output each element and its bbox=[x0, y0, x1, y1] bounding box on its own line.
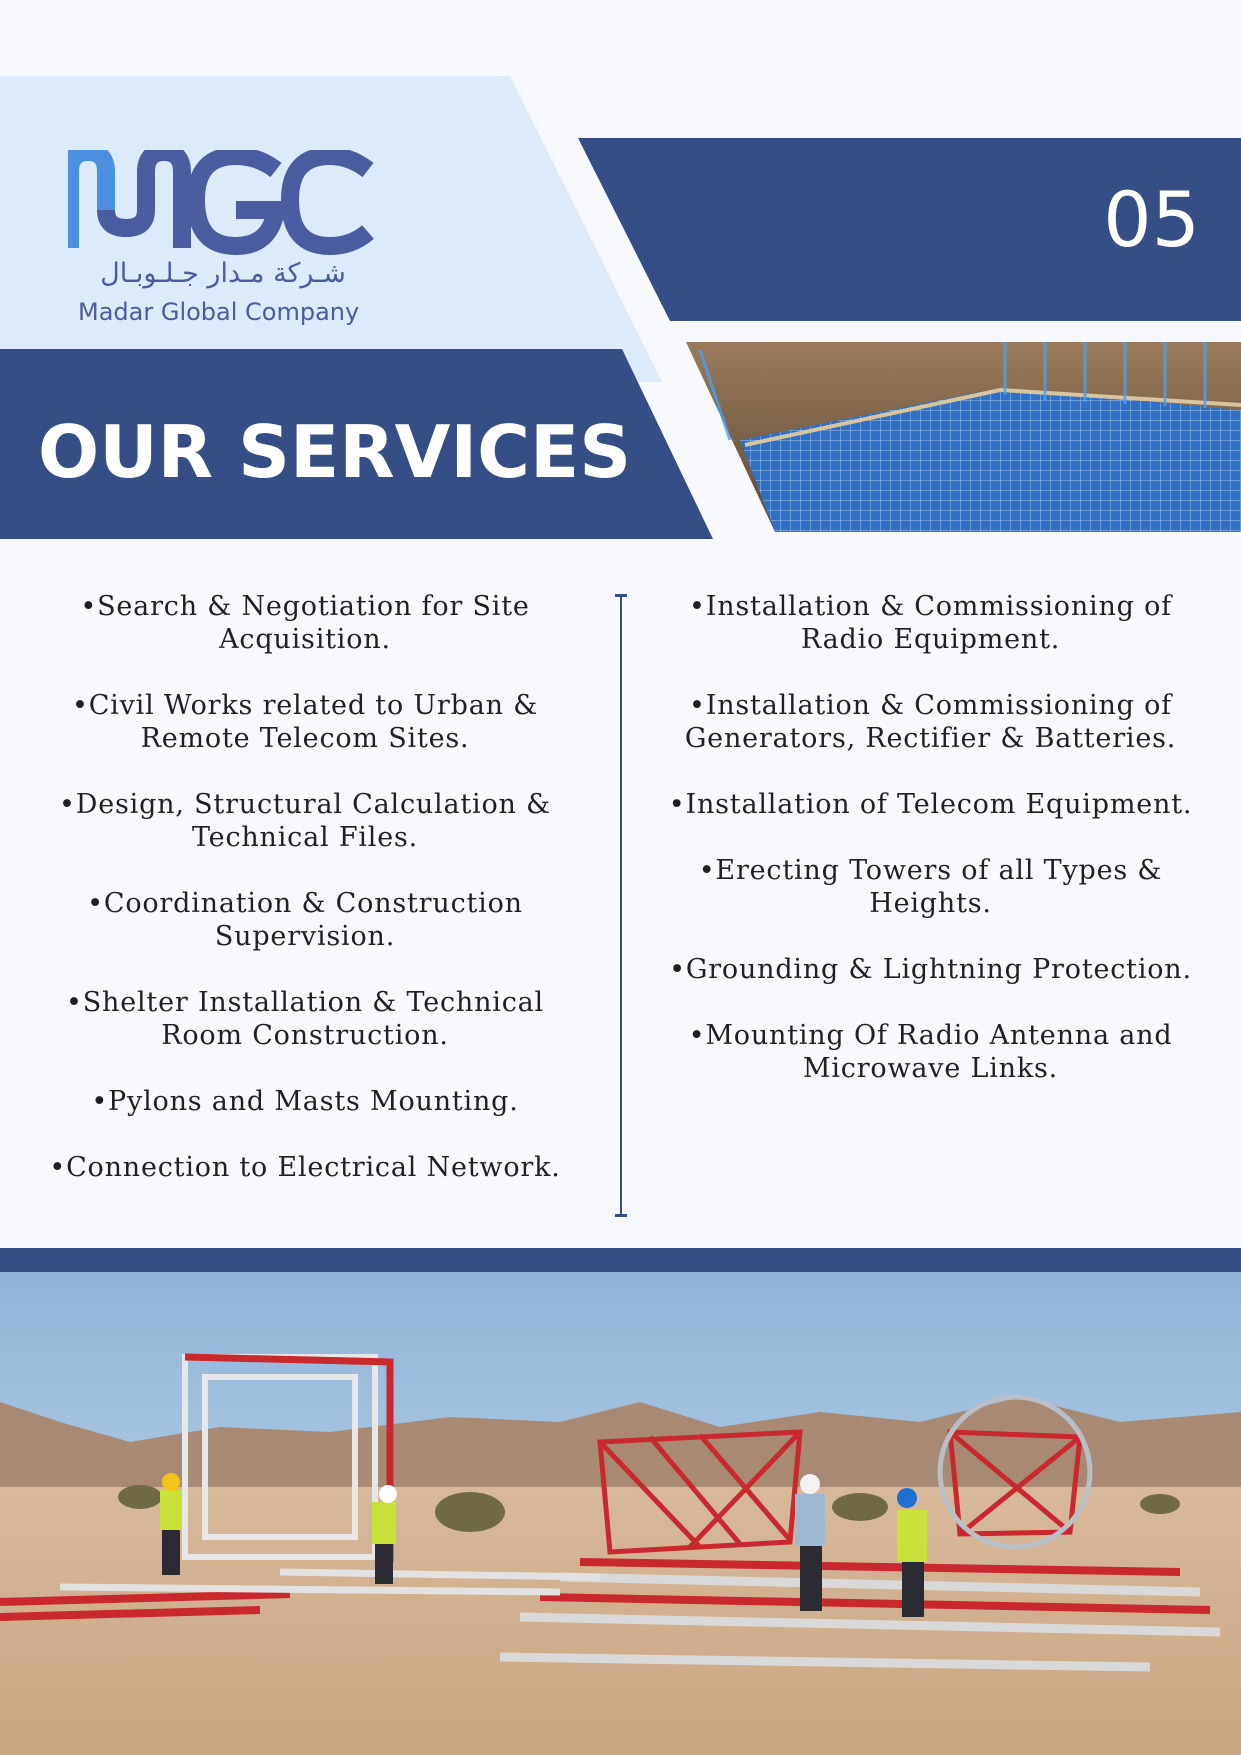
service-item: •Connection to Electrical Network. bbox=[49, 1152, 561, 1183]
rebar-photo bbox=[686, 342, 1241, 532]
service-item: •Coordination & Construction Supervision. bbox=[87, 888, 523, 952]
page-title: OUR SERVICES bbox=[38, 410, 632, 494]
divider-cap-bottom bbox=[615, 1214, 627, 1217]
footer-band bbox=[0, 1248, 1241, 1272]
service-item: •Installation & Commissioning of Generators, Rectifier & Batteries. bbox=[684, 690, 1177, 754]
mgc-logo bbox=[68, 150, 378, 260]
service-item: •Pylons and Masts Mounting. bbox=[91, 1086, 519, 1117]
service-item: •Erecting Towers of all Types & Heights. bbox=[698, 855, 1163, 919]
services-left-column bbox=[25, 590, 585, 1217]
divider-cap-top bbox=[615, 594, 627, 597]
column-divider bbox=[620, 594, 622, 1216]
service-item: •Mounting Of Radio Antenna and Microwave Links. bbox=[688, 1020, 1173, 1084]
company-name-arabic: شـركة مـدار جـلـوبـال bbox=[100, 258, 346, 289]
service-item: •Shelter Installation & Technical Room Construction. bbox=[66, 987, 544, 1051]
service-item: •Installation & Commissioning of Radio Equipment. bbox=[689, 591, 1172, 655]
tower-construction-photo bbox=[0, 1272, 1241, 1755]
company-name: Madar Global Company bbox=[78, 298, 360, 326]
services-right-column bbox=[648, 590, 1213, 1118]
service-item: •Grounding & Lightning Protection. bbox=[669, 954, 1192, 985]
service-item: •Installation of Telecom Equipment. bbox=[668, 789, 1193, 820]
service-item: •Search & Negotiation for Site Acquisition. bbox=[80, 591, 530, 655]
service-item: •Civil Works related to Urban & Remote Telecom Sites. bbox=[71, 690, 539, 754]
service-item: •Design, Structural Calculation & Technical Files. bbox=[59, 789, 551, 853]
page-number: 05 bbox=[1103, 175, 1200, 264]
